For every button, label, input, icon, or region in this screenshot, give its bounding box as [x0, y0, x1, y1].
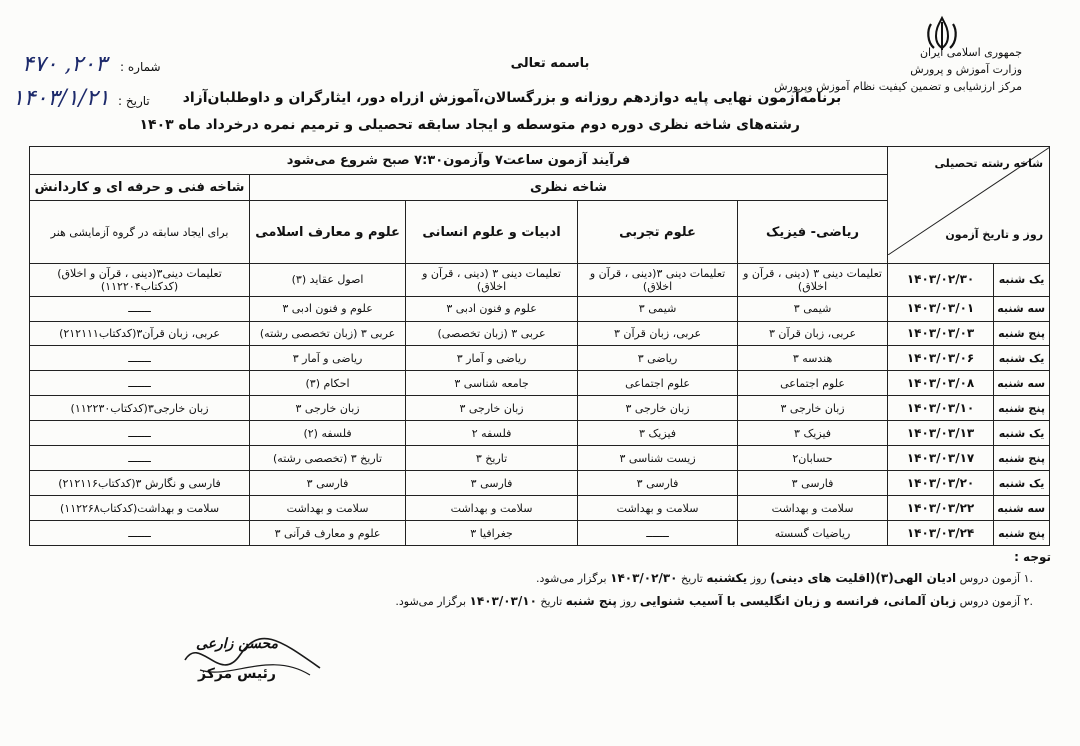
row-date: ۱۴۰۳/۰۳/۱۷: [888, 446, 994, 471]
number-value: ۴۷۰ ,۲۰۳: [22, 52, 107, 77]
note-bold: ادیان الهی(۳)(اقلیت های دینی): [770, 571, 957, 585]
table-cell: زبان خارجی ۳: [406, 396, 578, 421]
row-day: پنج شنبه: [994, 321, 1050, 346]
table-cell: علوم و معارف قرآنی ۳: [250, 521, 406, 546]
note-text: آزمون دروس: [959, 572, 1021, 585]
table-cell: تاریخ ۳ (تخصصی رشته): [250, 446, 406, 471]
note-text: برگزار می‌شود.: [395, 595, 467, 608]
table-cell: تعلیمات دینی ۳ (دینی ، قرآن و اخلاق): [406, 264, 578, 297]
table-cell: سلامت و بهداشت: [578, 496, 738, 521]
table-row: [30, 296, 1050, 321]
ministry-header: [762, 44, 1022, 95]
table-cell: فارسی ۳: [250, 471, 406, 496]
table-row: [30, 471, 1050, 496]
note-text: آزمون دروس: [959, 595, 1021, 608]
table-cell: زبان خارجی ۳: [250, 396, 406, 421]
row-date: ۱۴۰۳/۰۳/۰۱: [888, 296, 994, 321]
table-cell: علوم و فنون ادبی ۳: [250, 296, 406, 321]
column-header: ادبیات و علوم انسانی: [406, 201, 578, 264]
table-row: [30, 346, 1050, 371]
header-line: جمهوری اسلامی ایران: [919, 46, 1022, 59]
row-date: ۱۴۰۳/۰۳/۲۴: [888, 521, 994, 546]
table-cell: علوم اجتماعی: [738, 371, 888, 396]
note-text: روز: [750, 572, 767, 585]
row-date: ۱۴۰۳/۰۳/۲۰: [888, 471, 994, 496]
branch-tech-header: شاخه فنی و حرفه ای و کاردانش: [30, 175, 250, 201]
table-row: [30, 396, 1050, 421]
number-label: شماره :: [120, 60, 161, 74]
exam-schedule-table: [29, 146, 1050, 546]
notes-heading: توجه :: [1014, 550, 1051, 564]
row-day: یک شنبه: [994, 264, 1050, 297]
note-number: .۲: [1023, 595, 1033, 608]
table-cell: ریاضی ۳: [578, 346, 738, 371]
table-cell: عربی ۳ (زبان تخصصی رشته): [250, 321, 406, 346]
table-cell: حسابان۲: [738, 446, 888, 471]
signature-title: رئیس مرکز: [198, 666, 276, 682]
note-number: .۱: [1023, 572, 1033, 585]
column-header: علوم و معارف اسلامی: [250, 201, 406, 264]
note-item: [51, 593, 1051, 610]
table-cell: فارسی ۳: [738, 471, 888, 496]
corner-bottom-label: روز و تاریخ آزمون: [945, 228, 1044, 242]
table-cell: فلسفه ۲: [406, 421, 578, 446]
table-cell: فیزیک ۳: [738, 421, 888, 446]
table-cell: علوم و فنون ادبی ۳: [406, 296, 578, 321]
row-day: سه شنبه: [994, 371, 1050, 396]
note-bold: ۱۴۰۳/۰۲/۳۰: [610, 571, 678, 585]
table-cell: تعلیمات دینی ۳(دینی ، قرآن و اخلاق): [578, 264, 738, 297]
note-text: تاریخ: [680, 572, 703, 585]
branch-theory-header: شاخه نظری: [250, 175, 888, 201]
table-row: [30, 321, 1050, 346]
table-cell: تعلیمات دینی ۳ (دینی ، قرآن و اخلاق): [738, 264, 888, 297]
row-day: سه شنبه: [994, 296, 1050, 321]
table-cell: جامعه شناسی ۳: [406, 371, 578, 396]
signature-name: محسن زارعی: [196, 636, 278, 652]
table-cell: احکام (۳): [250, 371, 406, 396]
table-cell: تعلیمات دینی۳(دینی ، قرآن و اخلاق)(کدکتاب۱۱۲۲۰۴): [30, 264, 250, 297]
table-cell: سلامت و بهداشت: [738, 496, 888, 521]
row-day: پنج شنبه: [994, 396, 1050, 421]
table-cell: عربی، زبان قرآن ۳: [738, 321, 888, 346]
date-label: تاریخ :: [118, 94, 150, 108]
table-cell: فلسفه (۲): [250, 421, 406, 446]
table-cell: تاریخ ۳: [406, 446, 578, 471]
table-cell: زبان خارجی۳(کدکتاب۱۱۲۲۳۰): [30, 396, 250, 421]
table-cell: هندسه ۳: [738, 346, 888, 371]
table-cell: سلامت و بهداشت: [250, 496, 406, 521]
table-cell: علوم اجتماعی: [578, 371, 738, 396]
date-value: ۱۴۰۳/۱/۲۱: [12, 86, 110, 111]
row-day: پنج شنبه: [994, 446, 1050, 471]
table-cell: ـــــــ: [30, 446, 250, 471]
table-cell: فارسی ۳: [406, 471, 578, 496]
table-cell: شیمی ۳: [578, 296, 738, 321]
page-subtitle: رشته‌های شاخه نظری دوره دوم متوسطه و ایجاد سابقه تحصیلی و ترمیم نمره درخرداد ماه ۱۴۰۳: [139, 117, 800, 133]
row-day: یک شنبه: [994, 421, 1050, 446]
tech-subheader: برای ایجاد سابقه در گروه آزمایشی هنر: [30, 201, 250, 264]
table-cell: ـــــــ: [30, 421, 250, 446]
table-cell: زیست شناسی ۳: [578, 446, 738, 471]
table-cell: ریاضی و آمار ۳: [250, 346, 406, 371]
table-row: [30, 496, 1050, 521]
bismillah: باسمه تعالی: [510, 56, 590, 71]
row-date: ۱۴۰۳/۰۳/۰۸: [888, 371, 994, 396]
note-text: روز: [620, 595, 637, 608]
table-row: [30, 421, 1050, 446]
table-cell: سلامت و بهداشت: [406, 496, 578, 521]
header-line: مرکز ارزشیابی و تضمین کیفیت نظام آموزش وپرورش: [774, 80, 1022, 93]
column-header: علوم تجربی: [578, 201, 738, 264]
process-header: فرآیند آزمون ساعت۷ وآزمون۷:۳۰ صبح شروع می‌شود: [30, 147, 888, 175]
note-bold: ۱۴۰۳/۰۳/۱۰: [469, 594, 537, 608]
table-row: [30, 446, 1050, 471]
table-cell: عربی، زبان قرآن ۳: [578, 321, 738, 346]
table-cell: ـــــــ: [30, 371, 250, 396]
table-row: [30, 521, 1050, 546]
table-cell: اصول عقاید (۳): [250, 264, 406, 297]
column-header: ریاضی- فیزیک: [738, 201, 888, 264]
table-cell: ـــــــ: [30, 346, 250, 371]
table-cell: شیمی ۳: [738, 296, 888, 321]
table-cell: عربی، زبان قرآن۳(کدکتاب۲۱۲۱۱۱): [30, 321, 250, 346]
row-day: یک شنبه: [994, 471, 1050, 496]
row-date: ۱۴۰۳/۰۳/۰۶: [888, 346, 994, 371]
note-text: تاریخ: [540, 595, 563, 608]
table-cell: ـــــــ: [30, 521, 250, 546]
table-cell: فیزیک ۳: [578, 421, 738, 446]
table-row: [30, 264, 1050, 297]
table-cell: ـــــــ: [578, 521, 738, 546]
header-line: وزارت آموزش و پرورش: [910, 63, 1022, 76]
note-text: برگزار می‌شود.: [535, 572, 607, 585]
row-day: سه شنبه: [994, 496, 1050, 521]
note-bold: زبان آلمانی، فرانسه و زبان انگلیسی با آسیب شنوایی: [639, 594, 957, 608]
table-row: [30, 371, 1050, 396]
row-date: ۱۴۰۳/۰۲/۳۰: [888, 264, 994, 297]
row-date: ۱۴۰۳/۰۳/۱۰: [888, 396, 994, 421]
page-title: برنامه‌آزمون نهایی پایه دوازدهم روزانه و بزرگسالان،آموزش ازراه دور، ایثارگران و داوطلبان‌آزاد: [182, 90, 842, 106]
note-bold: پنج شنبه: [565, 594, 617, 608]
row-date: ۱۴۰۳/۰۳/۱۳: [888, 421, 994, 446]
table-cell: جغرافیا ۳: [406, 521, 578, 546]
table-cell: سلامت و بهداشت(کدکتاب۱۱۲۲۶۸): [30, 496, 250, 521]
row-day: یک شنبه: [994, 346, 1050, 371]
table-cell: فارسی ۳: [578, 471, 738, 496]
row-day: پنج شنبه: [994, 521, 1050, 546]
note-bold: یکشنبه: [706, 571, 748, 585]
table-cell: عربی ۳ (زبان تخصصی): [406, 321, 578, 346]
corner-top-label: شاخه رشته تحصیلی: [934, 157, 1044, 170]
table-cell: زبان خارجی ۳: [738, 396, 888, 421]
notes-section: [51, 550, 1051, 610]
table-cell: زبان خارجی ۳: [578, 396, 738, 421]
corner-header: [888, 147, 1050, 264]
table-cell: فارسی و نگارش ۳(کدکتاب۲۱۲۱۱۶): [30, 471, 250, 496]
row-date: ۱۴۰۳/۰۳/۰۳: [888, 321, 994, 346]
note-item: [51, 570, 1051, 587]
table-cell: ـــــــ: [30, 296, 250, 321]
row-date: ۱۴۰۳/۰۳/۲۲: [888, 496, 994, 521]
table-cell: ریاضی و آمار ۳: [406, 346, 578, 371]
table-cell: ریاضیات گسسته: [738, 521, 888, 546]
